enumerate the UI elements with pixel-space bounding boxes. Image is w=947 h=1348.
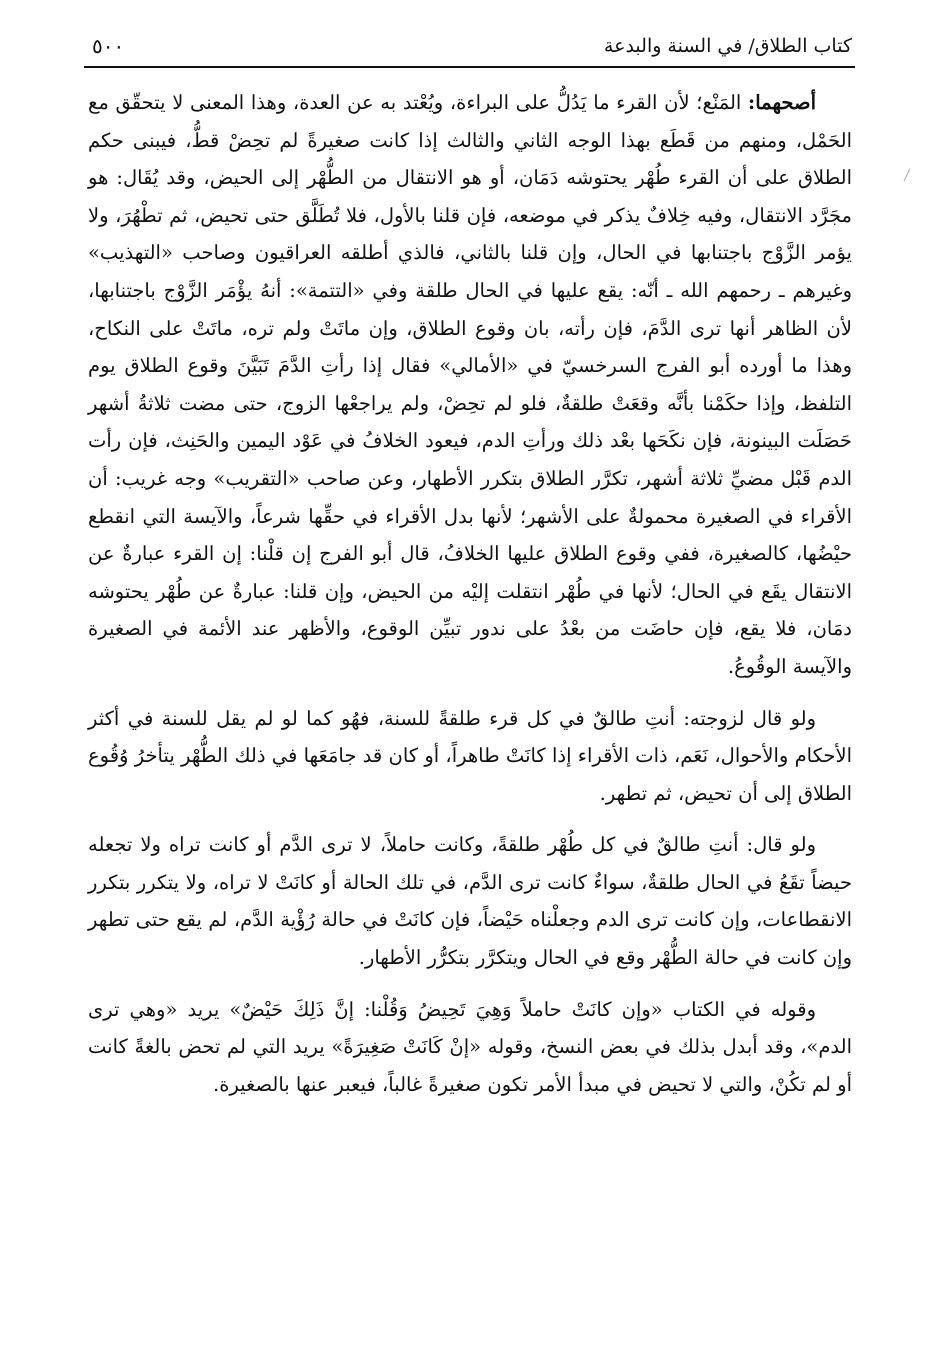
body-text (88, 84, 852, 1308)
paragraph-text: وقوله في الكتاب «وإن كانَتْ حاملاً وَهِيَ تَحِيضُ وَقُلْنا: إنَّ ذَلِكَ حَيْضٌ» يريد «وهي ترى الدم»، وقد أبدل بذلك في بعض النسخ، وقوله «إنْ كَانَتْ صَغِيرَةً» يريد التي لم تحض بالغةً كانت أو لم تكُنْ، والتي لا تحيض في مبدأ الأمر تكون صغيرةً غالباً، فيعبر عنها بالصغيرة. (88, 997, 852, 1096)
header-title: كتاب الطلاق/ في السنة والبدعة (603, 35, 852, 57)
paragraph-4 (88, 991, 852, 1104)
page-number: ٥٠٠ (92, 34, 125, 58)
header-rule (84, 66, 855, 68)
paragraph-1 (88, 84, 852, 686)
paragraph-3 (88, 826, 852, 976)
running-header (88, 28, 852, 64)
paragraph-text: المَنْع؛ لأن القرء ما يَدُلُّ على البراءة، ويُعْتد به عن العدة، وهذا المعنى لا يتحقّق مع الحَمْل، ومنهم من قَطَع بهذا الوجه الثاني والثالث إذا كانت صغيرةً لم تحِضْ قطُّ، فيبنى حكم الطلاق على أن القرء طُهْر يحتوشه دَمَان، أو هو الانتقال من الطُّهْر إلى الحيض، وقد يُقَال: هو مجَرَّد الانتقال، وفيه خِلافٌ يذكر في موضعه، فإن قلنا بالأول، فلا تُطَلَّق حتى تحيض، ثم تطْهُرَ، ولا يؤمر الزَّوْج باجتنابها في الحال، وإن قلنا بالثاني، فالذي أطلقه العراقيون وصاحب «التهذيب» وغيرهم ـ رحمهم الله ـ أنّه: يقع عليها في الحال طلقة وفي «التتمة»: أنهُ يؤْمَر الزَّوْج باجتنابها، لأن الظاهر أنها ترى الدَّمَ، فإن رأته، بان وقوع الطلاق، وإن ماتَتْ ولم تره، ماتَتْ على النكاح، وهذا ما أورده أبو الفرج السرخسيّ في «الأمالي» فقال إذا رأتِ الدَّمَ تَبَيَّنَ وقوع الطلاق يوم التلفظ، وإذا حكَمْنا بأنَّه وقعَتْ طلقةٌ، فلو لم تحِضْ، ولم يراجعْها الزوج، حتى مضت ثلاثةُ أشهر حَصَلَت البينونة، فإن نكَحَها بعْد ذلك ورأتِ الدم، فيعود الخلافُ في عَوْد اليمين والحَنِث، فإن رأت الدم قَبْل مضيِّ ثلاثة أشهر، تكرَّر الطلاق بتكرر الأطهار، وعن صاحب «التقريب» وجه غريب: أن الأقراء في الصغيرة محمولةٌ على الأشهر؛ لأنها بدل الأقراء في حقِّها شرعاً، والآيسة التي انقطع حيْضُها، كالصغيرة، ففي وقوع الطلاق عليها الخلافُ، قال أبو الفرج إن قلْنا: إن القرء عبارةٌ عن الانتقال يقَع في الحال؛ لأنها في طُهْر انتقلت إليْه من الحيض، وإن قلنا: عبارةٌ عن طُهْر يحتوشه دمَان، فلا يقع، فإن حاضَت من بعْدُ على ندور تبيِّن الوقوع، والأظهر عند الأئمة في الصغيرة والآيسة الوقُوعُ. (88, 91, 852, 678)
paragraph-text: ولو قال: أنتِ طالقٌ في كل طُهْر طلقةً، وكانت حاملاً، لا ترى الدَّم أو كانت تراه ولا تجعله حيضاً تقَعُ في الحال طلقةٌ، سواءٌ كانت ترى الدَّم، في تلك الحالة أو كانَتْ لا تراه، ولا يتكرر بتكرر الانقطاعات، وإن كانت ترى الدم وجعلْناه حَيْضاً، فإن كانَتْ في حالة رُؤْية الدَّم، لم يقع حتى تطهر وإن كانت في حالة الطُّهْر وقع في الحال ويتكرَّر بتكرُّر الأطهار. (88, 833, 852, 970)
paragraph-2 (88, 700, 852, 813)
margin-mark (904, 168, 920, 185)
paragraph-lead: أصحهما: (748, 91, 816, 114)
paragraph-text: ولو قال لزوجته: أنتِ طالقٌ في كل قرء طلقةً للسنة، فهُو كما لو لم يقل للسنة في أكثر الأحكام والأحوال، نَعَم، ذات الأقراء إذا كانَتْ طاهراً، أو كان قد جامَعَها في ذلك الطُّهْر يتأخرُ وُقُوع الطلاق إلى أن تحيض، ثم تطهر. (88, 706, 852, 805)
